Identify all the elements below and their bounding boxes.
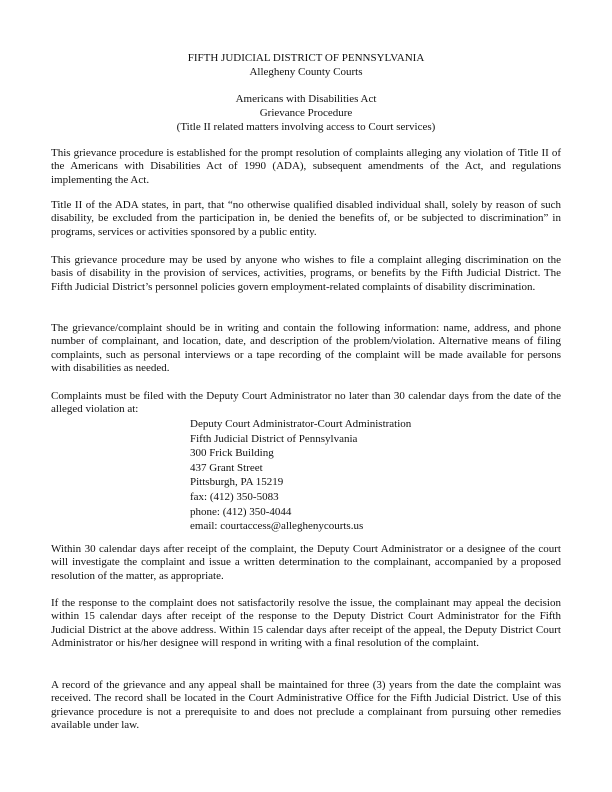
paragraph-ada-title-ii: Title II of the ADA states, in part, that “no otherwise qualified disabled individual shall, solely by reason of such disability, be excluded from the participation in, be denied the benefits of, or be subjected to discrimination” in programs, services or activities sponsored by a public entity. xyxy=(51,199,561,238)
paragraph-investigation: Within 30 calendar days after receipt of the complaint, the Deputy Court Administrator or a designee of the court will investigate the complaint and issue a written determination to the complainant, accompanied by a proposed resolution of the matter, as appropriate. xyxy=(51,543,561,582)
phone-line: phone: (412) 350-4044 xyxy=(190,505,292,518)
address-line: Pittsburgh, PA 15219 xyxy=(190,476,284,489)
paragraph-filing-deadline: Complaints must be filed with the Deputy Court Administrator no later than 30 calendar days from the date of the alleged violation at: xyxy=(51,390,561,416)
address-line: 437 Grant Street xyxy=(190,461,263,474)
address-block xyxy=(190,417,510,534)
paragraph-record-keeping: A record of the grievance and any appeal shall be maintained for three (3) years from the date the complaint was received. The record shall be located in the Court Administrative Office for the Fifth Judicial District. Use of this grievance procedure is not a prerequisite to and does not preclude a complainant from pursuing other remedies available under law. xyxy=(51,679,561,732)
district-heading: FIFTH JUDICIAL DISTRICT OF PENNSYLVANIA xyxy=(187,52,425,64)
paragraph-appeal: If the response to the complaint does not satisfactorily resolve the issue, the complainant may appeal the decision within 15 calendar days after receipt of the response to the Deputy District Court Administrator for the Fifth Judicial District at the above address. Within 15 calendar days after receipt of the appeal, the Deputy District Court Administrator or his/her designee will respond in writing with a final resolution of the complaint. xyxy=(51,597,561,650)
courts-subheading: Allegheny County Courts xyxy=(249,66,363,78)
document-scope-note: (Title II related matters involving access to Court services) xyxy=(176,121,436,133)
address-line: Deputy Court Administrator-Court Administration xyxy=(190,418,412,430)
paragraph-purpose: This grievance procedure is established for the prompt resolution of complaints alleging any violation of Title II of the Americans with Disabilities Act of 1990 (ADA), subsequent amendments of the Act, and regulations implementing the Act. xyxy=(51,147,561,186)
document-title: Americans with Disabilities Act xyxy=(235,93,377,105)
address-line: Fifth Judicial District of Pennsylvania xyxy=(190,432,358,445)
document-subtitle: Grievance Procedure xyxy=(259,107,353,119)
address-line: 300 Frick Building xyxy=(190,447,274,460)
paragraph-who-may-use: This grievance procedure may be used by anyone who wishes to file a complaint alleging discrimination on the basis of disability in the provision of services, activities, programs, or benefits by the Fifth Judicial District. The Fifth Judicial District’s personnel policies govern employment-related complaints of disability discrimination. xyxy=(51,254,561,293)
paragraph-complaint-contents: The grievance/complaint should be in writing and contain the following information: name, address, and phone number of complainant, and location, date, and description of the problem/violation. Alternative means of filing complaints, such as personal interviews or a tape recording of the complaint will be made available for persons with disabilities as needed. xyxy=(51,322,561,375)
fax-line: fax: (412) 350-5083 xyxy=(190,490,279,503)
email-line[interactable]: email: courtaccess@alleghenycourts.us xyxy=(190,520,364,533)
